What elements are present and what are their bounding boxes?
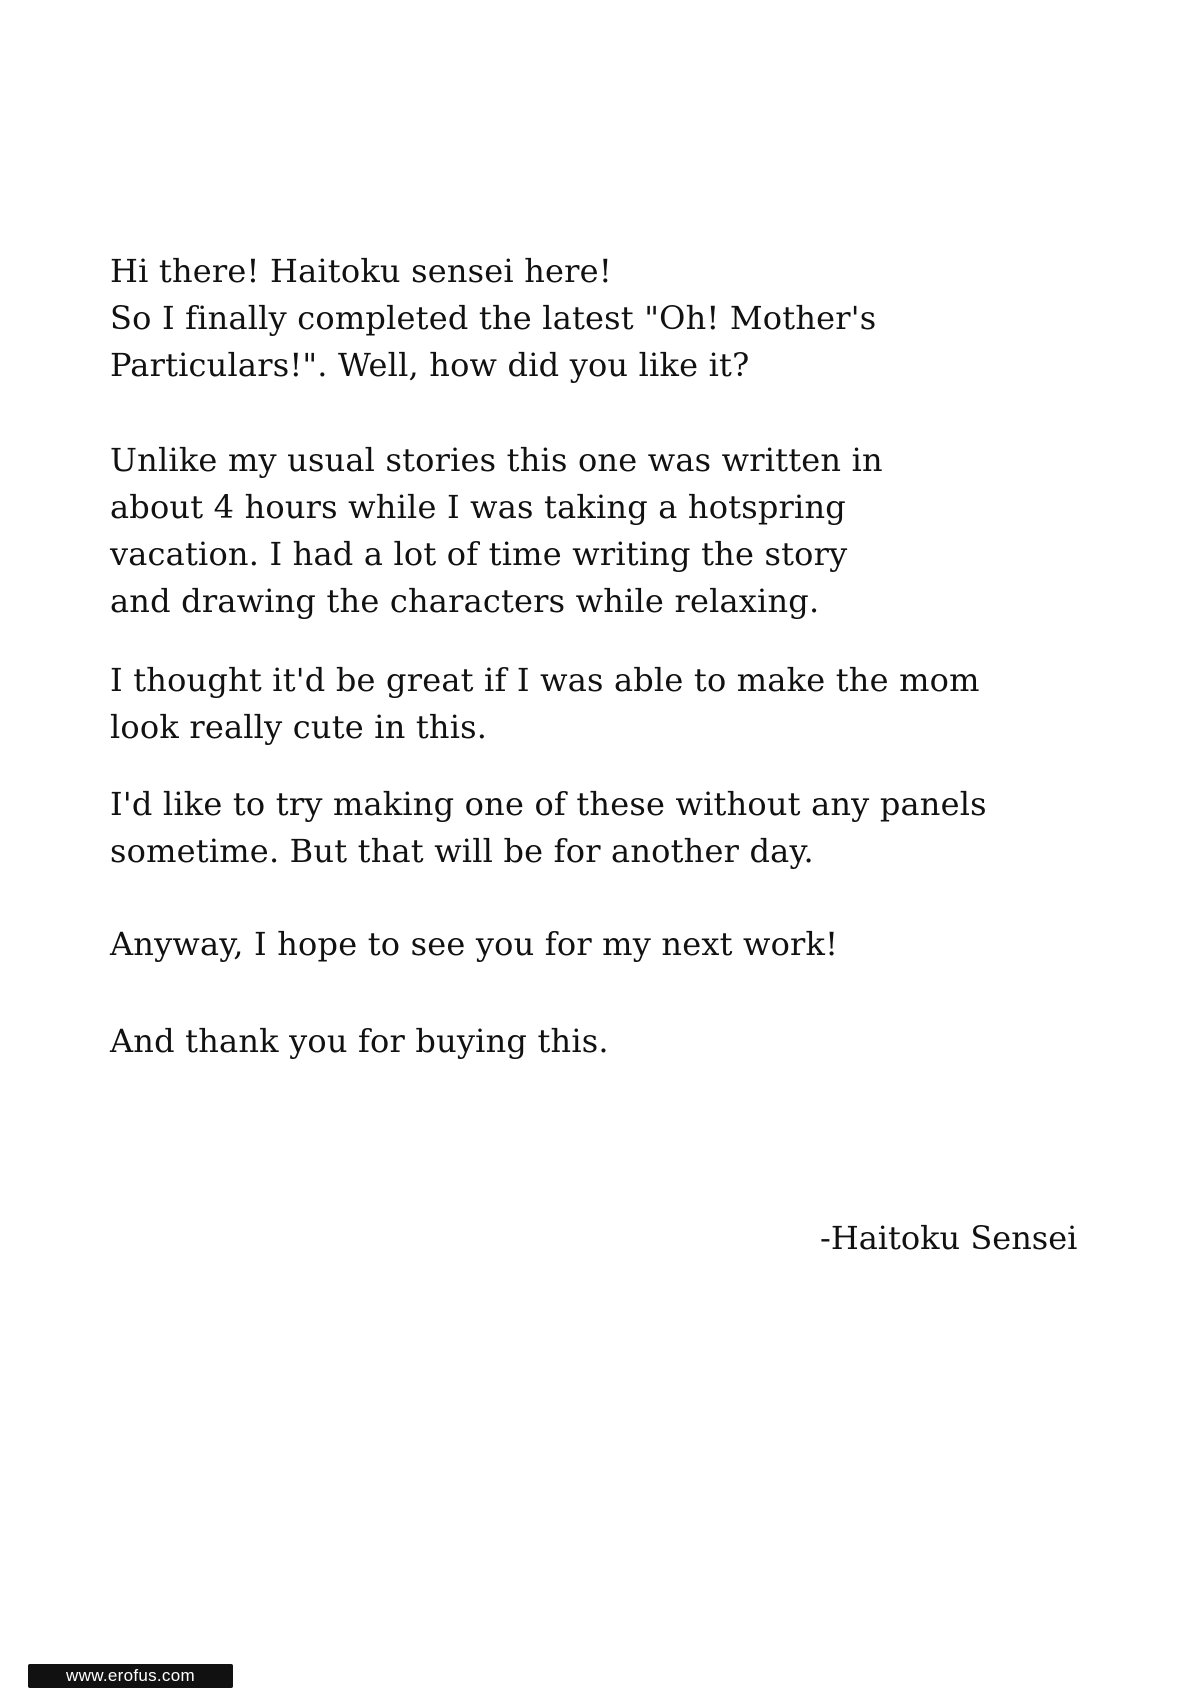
text-line: vacation. I had a lot of time writing the story — [110, 535, 848, 573]
paragraph-story — [110, 437, 1070, 625]
paragraph-panels — [110, 781, 1070, 875]
text-line: Anyway, I hope to see you for my next work! — [110, 925, 839, 963]
text-line: about 4 hours while I was taking a hotspring — [110, 488, 846, 526]
text-line: And thank you for buying this. — [110, 1022, 609, 1060]
paragraph-thanks — [110, 1018, 1070, 1065]
paragraph-greeting — [110, 248, 1070, 389]
text-line: sometime. But that will be for another day. — [110, 832, 814, 870]
text-line: Particulars!". Well, how did you like it? — [110, 346, 750, 384]
paragraph-next-work — [110, 921, 1070, 968]
text-line: Unlike my usual stories this one was written in — [110, 441, 883, 479]
signature: -Haitoku Sensei — [820, 1219, 1078, 1257]
paragraph-mom — [110, 657, 1070, 751]
watermark-link[interactable]: www.erofus.com — [28, 1664, 233, 1688]
text-line: So I finally completed the latest "Oh! Mother's — [110, 299, 877, 337]
text-line: and drawing the characters while relaxing. — [110, 582, 820, 620]
letter-body — [110, 248, 1070, 1065]
text-line: I thought it'd be great if I was able to make the mom — [110, 661, 980, 699]
text-line: look really cute in this. — [110, 708, 488, 746]
text-line: I'd like to try making one of these without any panels — [110, 785, 987, 823]
text-line: Hi there! Haitoku sensei here! — [110, 252, 612, 290]
